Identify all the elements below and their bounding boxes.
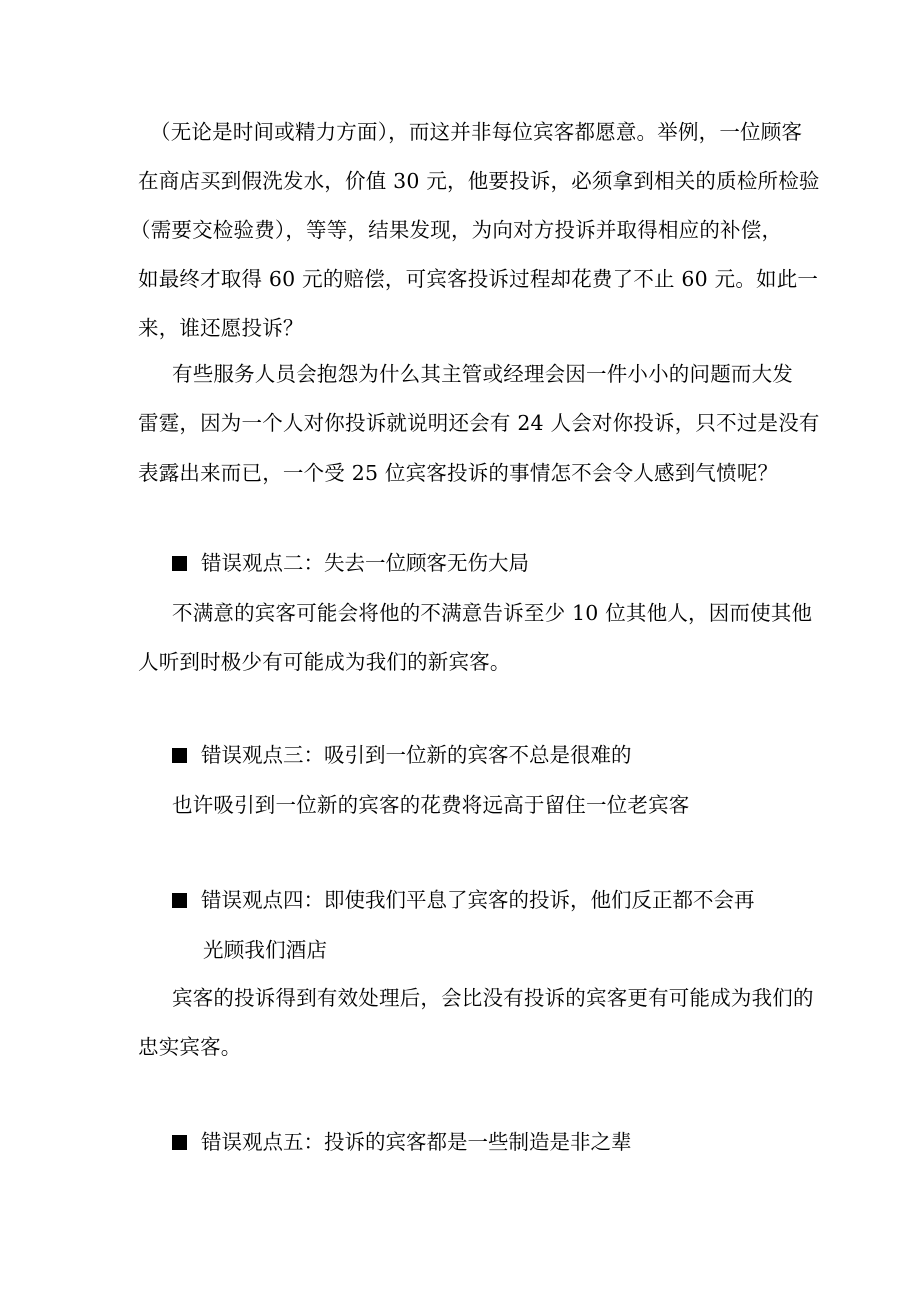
paragraph-line: 表露出来而已，一个受 25 位宾客投诉的事情怎不会令人感到气愤呢？ xyxy=(138,461,779,485)
section-heading-2 xyxy=(172,548,529,578)
paragraph-line: 不满意的宾客可能会将他的不满意告诉至少 10 位其他人，因而使其他 xyxy=(172,601,813,625)
paragraph-line: （无论是时间或精力方面），而这并非每位宾客都愿意。举例，一位顾客 xyxy=(150,120,803,144)
section-heading-3 xyxy=(172,740,632,770)
paragraph-line: 来，谁还愿投诉？ xyxy=(138,316,304,340)
heading-continuation: 光顾我们酒店 xyxy=(203,938,328,962)
paragraph-line: 雷霆，因为一个人对你投诉就说明还会有 24 人会对你投诉，只不过是没有 xyxy=(138,411,820,435)
paragraph-line: 忠实宾客。 xyxy=(138,1035,242,1059)
paragraph-line: 宾客的投诉得到有效处理后，会比没有投诉的宾客更有可能成为我们的 xyxy=(172,986,814,1010)
square-bullet-icon xyxy=(172,1135,187,1150)
heading-text: 错误观点五：投诉的宾客都是一些制造是非之辈 xyxy=(201,1130,632,1154)
square-bullet-icon xyxy=(172,748,187,763)
square-bullet-icon xyxy=(172,556,187,571)
paragraph-line: （需要交检验费），等等，结果发现，为向对方投诉并取得相应的补偿， xyxy=(130,218,783,242)
paragraph-line: 也许吸引到一位新的宾客的花费将远高于留住一位老宾客 xyxy=(172,793,690,817)
paragraph-line: 有些服务人员会抱怨为什么其主管或经理会因一件小小的问题而大发 xyxy=(172,362,793,386)
heading-text: 错误观点三：吸引到一位新的宾客不总是很难的 xyxy=(201,743,632,767)
section-heading-4 xyxy=(172,885,755,915)
heading-text: 错误观点二：失去一位顾客无伤大局 xyxy=(201,551,529,575)
heading-text: 错误观点四：即使我们平息了宾客的投诉，他们反正都不会再 xyxy=(201,888,755,912)
paragraph-line: 如最终才取得 60 元的赔偿，可宾客投诉过程却花费了不止 60 元。如此一 xyxy=(138,267,819,291)
paragraph-line: 在商店买到假洗发水，价值 30 元，他要投诉，必须拿到相关的质检所检验 xyxy=(138,169,820,193)
paragraph-line: 人听到时极少有可能成为我们的新宾客。 xyxy=(138,650,511,674)
square-bullet-icon xyxy=(172,893,187,908)
section-heading-5 xyxy=(172,1127,632,1157)
